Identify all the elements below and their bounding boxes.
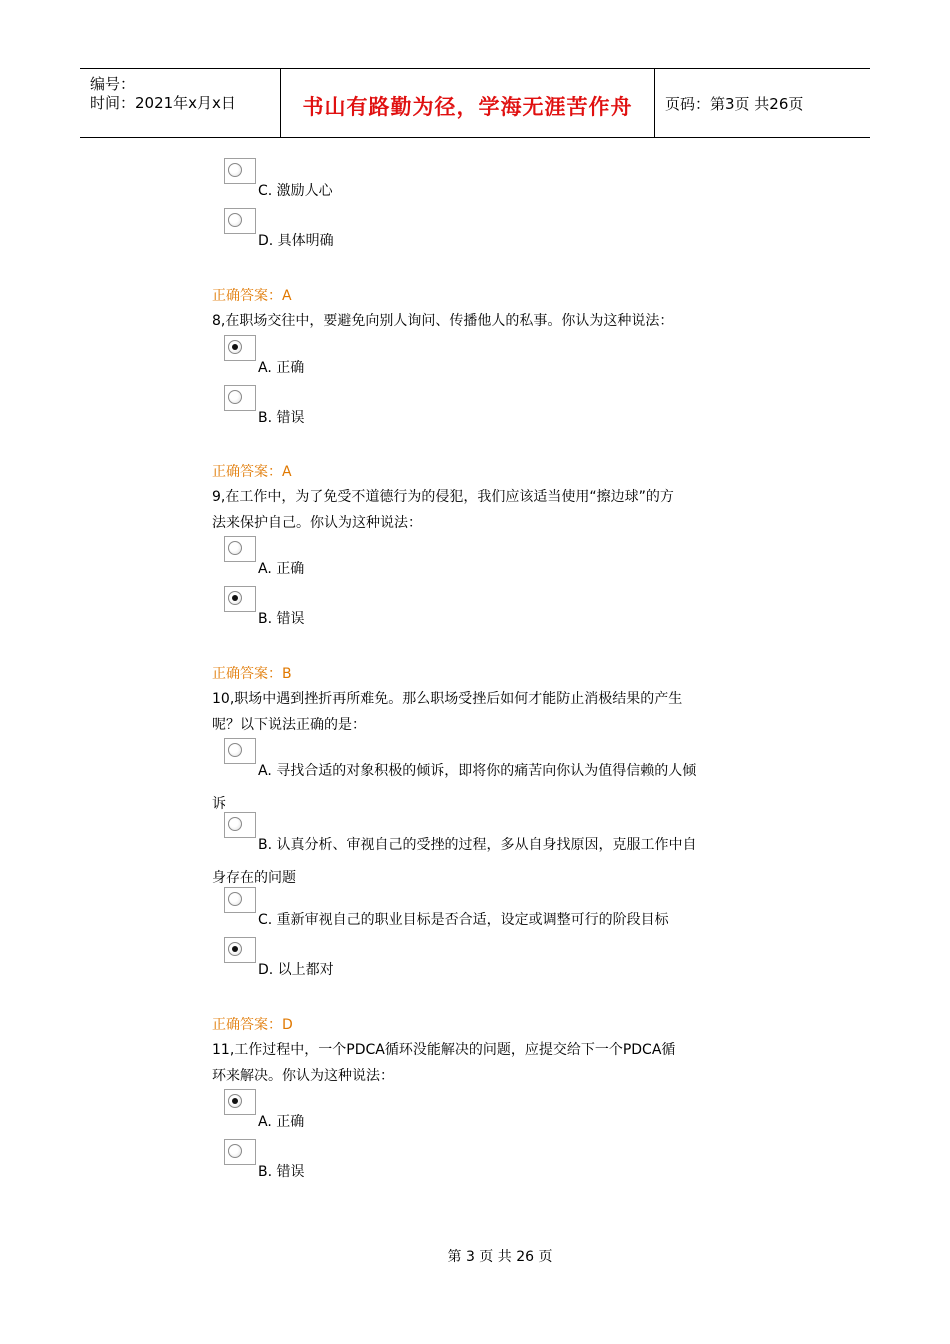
q8-text: 8,在职场交往中，要避免向别人询问、传播他人的私事。你认为这种说法： [212, 313, 674, 329]
radio-box[interactable] [224, 887, 256, 913]
radio-unchecked-icon[interactable] [228, 213, 242, 227]
q11-text-line2: 环来解决。你认为这种说法： [212, 1068, 394, 1084]
option-label: C. 重新审视自己的职业目标是否合适，设定或调整可行的阶段目标 [258, 912, 669, 928]
radio-box[interactable] [224, 208, 256, 234]
radio-box[interactable] [224, 536, 256, 562]
page-footer: 第 3 页 共 26 页 [447, 1249, 553, 1265]
radio-box[interactable] [224, 738, 256, 764]
q10-text-line2: 呢？以下说法正确的是： [212, 717, 366, 733]
header-middle-cell [281, 69, 655, 137]
radio-box[interactable] [224, 335, 256, 361]
q9-text-line1: 9,在工作中，为了免受不道德行为的侵犯，我们应该适当使用“擦边球”的方 [212, 489, 674, 505]
q9-answer: 正确答案：B [212, 666, 292, 682]
radio-checked-icon[interactable] [228, 591, 242, 605]
radio-box[interactable] [224, 385, 256, 411]
radio-unchecked-icon[interactable] [228, 390, 242, 404]
document-header [80, 68, 870, 138]
option-label: B. 错误 [258, 1164, 305, 1180]
option-label: A. 寻找合适的对象积极的倾诉，即将你的痛苦向你认为值得信赖的人倾 [258, 763, 697, 779]
time-label: 时间：2021年x月x日 [90, 94, 236, 112]
page-label: 页码：第3页 共26页 [665, 95, 804, 113]
option-label: B. 错误 [258, 410, 305, 426]
radio-checked-icon[interactable] [228, 1094, 242, 1108]
radio-box[interactable] [224, 586, 256, 612]
radio-box[interactable] [224, 1139, 256, 1165]
number-label: 编号： [90, 75, 136, 93]
radio-unchecked-icon[interactable] [228, 163, 242, 177]
radio-unchecked-icon[interactable] [228, 541, 242, 555]
q7-answer: 正确答案：A [212, 288, 292, 304]
option-label: B. 认真分析、审视自己的受挫的过程，多从自身找原因，克服工作中自 [258, 837, 697, 853]
option-label: A. 正确 [258, 561, 305, 577]
option-label: C. 激励人心 [258, 183, 333, 199]
q10-text-line1: 10,职场中遇到挫折再所难免。那么职场受挫后如何才能防止消极结果的产生 [212, 691, 683, 707]
q10-answer: 正确答案：D [212, 1017, 293, 1033]
q8-answer: 正确答案：A [212, 464, 292, 480]
radio-unchecked-icon[interactable] [228, 892, 242, 906]
option-label: A. 正确 [258, 1114, 305, 1130]
option-label: B. 错误 [258, 611, 305, 627]
option-label: D. 以上都对 [258, 962, 334, 978]
radio-unchecked-icon[interactable] [228, 1144, 242, 1158]
radio-unchecked-icon[interactable] [228, 743, 242, 757]
radio-box[interactable] [224, 158, 256, 184]
option-label: A. 正确 [258, 360, 305, 376]
header-left-cell [80, 69, 281, 137]
q11-text-line1: 11,工作过程中，一个PDCA循环没能解决的问题，应提交给下一个PDCA循 [212, 1042, 676, 1058]
radio-box[interactable] [224, 937, 256, 963]
radio-box[interactable] [224, 812, 256, 838]
radio-unchecked-icon[interactable] [228, 817, 242, 831]
radio-checked-icon[interactable] [228, 942, 242, 956]
q10-option-a-continuation: 诉 [212, 796, 226, 812]
header-right-cell [655, 69, 870, 137]
radio-checked-icon[interactable] [228, 340, 242, 354]
motto: 书山有路勤为径，学海无涯苦作舟 [302, 95, 633, 119]
radio-box[interactable] [224, 1089, 256, 1115]
option-label: D. 具体明确 [258, 233, 334, 249]
q10-option-b-continuation: 身存在的问题 [212, 870, 296, 886]
q9-text-line2: 法来保护自己。你认为这种说法： [212, 515, 422, 531]
